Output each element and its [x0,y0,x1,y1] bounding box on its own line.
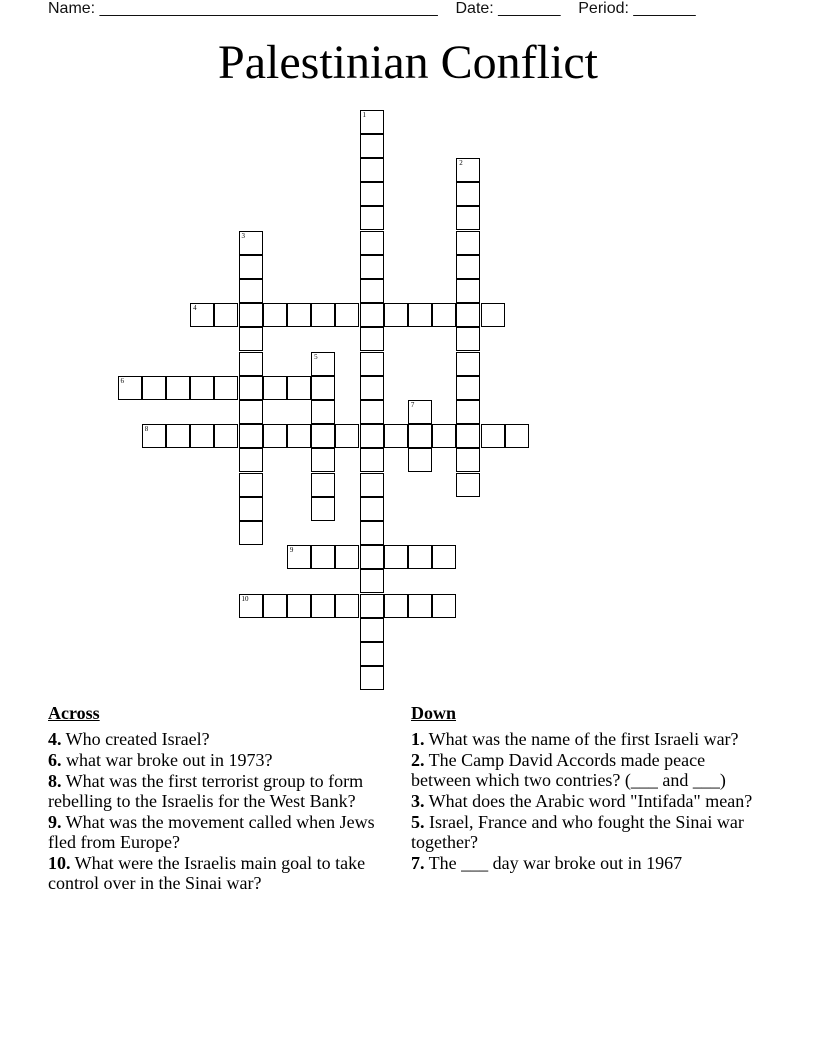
crossword-cell[interactable] [384,424,408,448]
crossword-cell[interactable] [432,545,456,569]
crossword-cell[interactable] [360,110,384,134]
clue-text: What was the name of the first Israeli war? [424,729,739,749]
crossword-cell[interactable] [360,182,384,206]
crossword-cell[interactable] [360,158,384,182]
crossword-cell[interactable] [311,303,335,327]
crossword-cell[interactable] [239,521,263,545]
crossword-cell[interactable] [239,376,263,400]
crossword-cell[interactable] [456,182,480,206]
crossword-cell[interactable] [360,497,384,521]
crossword-cell[interactable] [335,424,359,448]
crossword-cell[interactable] [311,545,335,569]
crossword-cell[interactable] [360,279,384,303]
crossword-cell[interactable] [239,279,263,303]
crossword-cell[interactable] [311,376,335,400]
crossword-cell[interactable] [118,376,142,400]
crossword-cell[interactable] [456,448,480,472]
crossword-cell[interactable] [311,448,335,472]
clue-text: What was the movement called when Jews fled from Europe? [48,812,375,852]
clue-across-4 [48,729,398,749]
crossword-cell[interactable] [408,400,432,424]
clue-down-5 [411,812,761,852]
clue-down-3 [411,791,761,811]
clue-text: The ___ day war broke out in 1967 [424,853,683,873]
across-clues [48,703,398,894]
crossword-cell[interactable] [456,424,480,448]
clue-down-2 [411,750,761,790]
crossword-cell[interactable] [432,424,456,448]
crossword-cell[interactable] [360,569,384,593]
crossword-cell[interactable] [360,376,384,400]
crossword-cell[interactable] [456,376,480,400]
crossword-cell[interactable] [214,376,238,400]
crossword-cell[interactable] [214,424,238,448]
crossword-cell[interactable] [360,327,384,351]
crossword-cell[interactable] [384,545,408,569]
crossword-cell[interactable] [408,594,432,618]
clue-number-label: 1 [362,110,366,119]
crossword-cell[interactable] [311,400,335,424]
crossword-cell[interactable] [239,231,263,255]
crossword-cell[interactable] [360,618,384,642]
crossword-cell[interactable] [311,473,335,497]
down-clues [411,703,761,874]
crossword-cell[interactable] [456,206,480,230]
clue-across-9 [48,812,398,852]
crossword-cell[interactable] [360,642,384,666]
crossword-cell[interactable] [456,255,480,279]
crossword-cell[interactable] [456,279,480,303]
clue-number: 7. [411,853,425,873]
crossword-cell[interactable] [239,352,263,376]
crossword-cell[interactable] [214,303,238,327]
crossword-cell[interactable] [263,424,287,448]
crossword-cell[interactable] [263,594,287,618]
crossword-cell[interactable] [360,448,384,472]
crossword-cell[interactable] [239,327,263,351]
crossword-cell[interactable] [408,424,432,448]
clue-number: 3. [411,791,425,811]
crossword-cell[interactable] [287,545,311,569]
clue-text: What were the Israelis main goal to take control over in the Sinai war? [48,853,366,893]
clue-number: 5. [411,812,425,832]
crossword-cell[interactable] [456,352,480,376]
crossword-cell[interactable] [311,424,335,448]
clue-across-6 [48,750,398,770]
clue-text: What does the Arabic word "Intifada" mean? [424,791,753,811]
crossword-cell[interactable] [287,594,311,618]
crossword-cell[interactable] [360,134,384,158]
crossword-cell[interactable] [239,448,263,472]
crossword-cell[interactable] [408,545,432,569]
crossword-cell[interactable] [311,594,335,618]
crossword-cell[interactable] [239,303,263,327]
crossword-cell[interactable] [335,594,359,618]
crossword-cell[interactable] [456,473,480,497]
crossword-cell[interactable] [190,303,214,327]
crossword-cell[interactable] [408,303,432,327]
crossword-cell[interactable] [360,545,384,569]
crossword-cell[interactable] [239,594,263,618]
crossword-cell[interactable] [360,594,384,618]
clue-number: 2. [411,750,425,770]
crossword-cell[interactable] [239,424,263,448]
crossword-cell[interactable] [287,376,311,400]
clue-number-label: 6 [120,376,124,385]
crossword-cell[interactable] [190,424,214,448]
crossword-cell[interactable] [360,352,384,376]
clue-text: what war broke out in 1973? [61,750,273,770]
crossword-cell[interactable] [239,473,263,497]
crossword-cell[interactable] [263,376,287,400]
clue-number-label: 4 [193,304,197,313]
crossword-cell[interactable] [311,497,335,521]
crossword-cell[interactable] [239,255,263,279]
crossword-cell[interactable] [166,424,190,448]
crossword-cell[interactable] [360,473,384,497]
clue-across-8 [48,771,398,811]
clue-number-label: 10 [241,594,249,603]
clue-number-label: 3 [241,231,245,240]
crossword-cell[interactable] [360,666,384,690]
clue-text: Israel, France and who fought the Sinai war together? [411,812,744,852]
clue-number: 4. [48,729,62,749]
clue-number-label: 7 [410,400,415,409]
crossword-cell[interactable] [335,545,359,569]
crossword-cell[interactable] [239,400,263,424]
crossword-cell[interactable] [360,255,384,279]
clue-down-7 [411,853,761,873]
crossword-cell[interactable] [360,521,384,545]
crossword-cell[interactable] [239,497,263,521]
crossword-cell[interactable] [456,303,480,327]
clue-number-label: 9 [289,546,294,555]
crossword-cell[interactable] [456,158,480,182]
crossword-cell[interactable] [505,424,529,448]
crossword-cell[interactable] [360,400,384,424]
clue-text: The Camp David Accords made peace between which two contries? (___ and ___) [411,750,726,790]
clue-number-label: 5 [314,352,318,361]
crossword-cell[interactable] [481,424,505,448]
crossword-cell[interactable] [360,303,384,327]
clue-number-label: 8 [144,425,149,434]
clue-text: What was the first terrorist group to form rebelling to the Israelis for the West Bank? [48,771,364,811]
crossword-cell[interactable] [456,327,480,351]
crossword-cell[interactable] [384,303,408,327]
clue-number: 8. [48,771,62,791]
crossword-cell[interactable] [287,424,311,448]
clue-number: 1. [411,729,425,749]
clue-number-label: 2 [459,158,463,167]
crossword-cell[interactable] [190,376,214,400]
clue-text: Who created Israel? [61,729,210,749]
clue-number: 10. [48,853,71,873]
clue-number: 6. [48,750,62,770]
crossword-cell[interactable] [432,303,456,327]
crossword-cell[interactable] [263,303,287,327]
clue-down-1 [411,729,761,749]
crossword-cell[interactable] [360,424,384,448]
student-info-line: Name: ______________________________________ Date: _______ Period: _______ [48,0,696,17]
crossword-cell[interactable] [432,594,456,618]
down-heading: Down [411,703,457,723]
clue-across-10 [48,853,398,893]
crossword-cell[interactable] [360,231,384,255]
crossword-cell[interactable] [408,448,432,472]
across-heading: Across [48,703,100,723]
crossword-cell[interactable] [456,231,480,255]
crossword-cell[interactable] [481,303,505,327]
crossword-cell[interactable] [287,303,311,327]
crossword-cell[interactable] [360,206,384,230]
crossword-cell[interactable] [311,352,335,376]
crossword-cell[interactable] [384,594,408,618]
crossword-cell[interactable] [335,303,359,327]
crossword-cell[interactable] [456,400,480,424]
page-title: Palestinian Conflict [218,36,598,89]
crossword-cell[interactable] [142,376,166,400]
crossword-cell[interactable] [142,424,166,448]
clue-number: 9. [48,812,62,832]
crossword-cell[interactable] [166,376,190,400]
